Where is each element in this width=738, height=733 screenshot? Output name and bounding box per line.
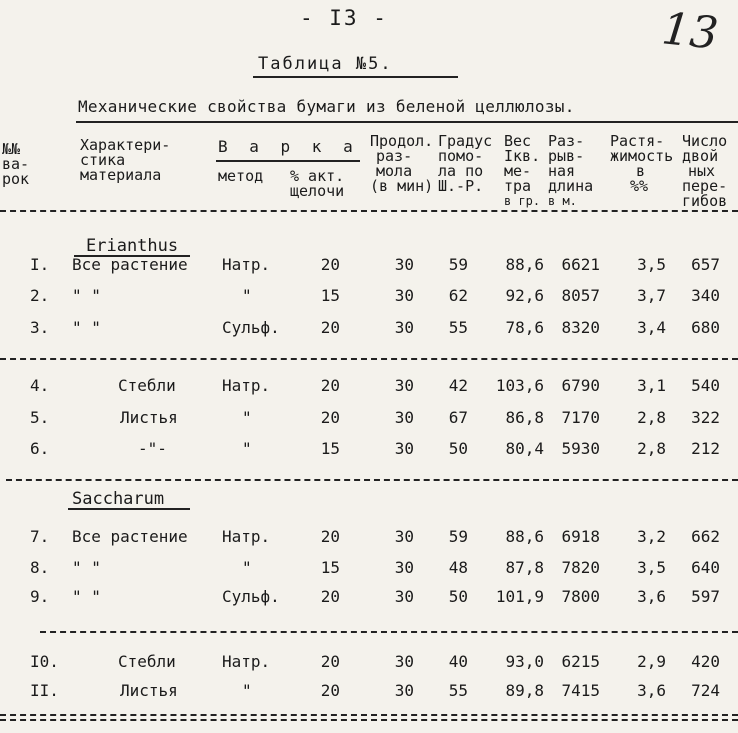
cell-degree: 50 — [448, 587, 468, 606]
cell-num: 6. — [30, 439, 50, 458]
header-num-line: рок — [2, 170, 30, 188]
cell-grind: 30 — [394, 286, 414, 305]
header-weight-line: тра — [504, 177, 532, 195]
cell-alkali: 15 — [320, 558, 340, 577]
cell-num: 9. — [30, 587, 50, 606]
cell-weight: 101,9 — [495, 587, 544, 606]
cell-method: Натр. — [222, 376, 271, 395]
cell-alkali: 20 — [320, 681, 340, 700]
cell-folds: 420 — [691, 652, 720, 671]
header-folds-line: Число — [682, 132, 728, 150]
header-weight-line: в гр. — [504, 194, 541, 208]
title-underline — [253, 76, 458, 78]
header-length-line: рыв- — [548, 147, 585, 165]
header-folds-line: гибов — [682, 192, 728, 210]
header-grind-line: мола — [376, 162, 413, 180]
header-weight-line: ме- — [504, 162, 532, 180]
cell-material: Все растение — [72, 255, 188, 274]
cell-weight: 88,6 — [505, 255, 544, 274]
cell-material: Листья — [120, 681, 178, 700]
cell-weight: 78,6 — [505, 318, 544, 337]
cell-num: 8. — [30, 558, 50, 577]
cell-degree: 48 — [448, 558, 468, 577]
cell-grind: 30 — [394, 255, 414, 274]
group-separator — [0, 358, 738, 360]
cell-num: II. — [30, 681, 59, 700]
header-weight — [504, 134, 540, 209]
cell-length: 7820 — [561, 558, 600, 577]
cell-num: I0. — [30, 652, 59, 671]
cell-length: 8320 — [561, 318, 600, 337]
cell-weight: 92,6 — [505, 286, 544, 305]
cell-folds: 662 — [691, 527, 720, 546]
cell-grind: 30 — [394, 318, 414, 337]
cell-num: 5. — [30, 408, 50, 427]
cell-material: Все растение — [72, 527, 188, 546]
header-bottom-rule — [0, 210, 738, 212]
header-grind-degree — [438, 134, 492, 194]
cell-method: Натр. — [222, 255, 271, 274]
cell-length: 6790 — [561, 376, 600, 395]
cell-grind: 30 — [394, 681, 414, 700]
cell-folds: 657 — [691, 255, 720, 274]
cell-stretch: 3,6 — [637, 681, 666, 700]
header-degree-line: ла по — [438, 162, 484, 180]
cell-stretch: 3,1 — [637, 376, 666, 395]
cell-num: 7. — [30, 527, 50, 546]
cell-grind: 30 — [394, 408, 414, 427]
page-number: - I3 - — [300, 6, 388, 30]
cell-stretch: 2,9 — [637, 652, 666, 671]
cell-folds: 540 — [691, 376, 720, 395]
header-grind-line: раз- — [376, 147, 413, 165]
cell-stretch: 3,6 — [637, 587, 666, 606]
header-stretch — [610, 134, 673, 194]
cell-num: 2. — [30, 286, 50, 305]
cell-method: " — [242, 681, 252, 700]
header-folds — [682, 134, 727, 209]
cell-material: " " — [72, 318, 101, 337]
header-alkali-line: % акт. — [290, 167, 345, 185]
header-folds-line: пере- — [682, 177, 728, 195]
cell-alkali: 20 — [320, 318, 340, 337]
header-weight-line: Вес — [504, 132, 532, 150]
cell-folds: 597 — [691, 587, 720, 606]
header-stretch-line: в — [636, 162, 646, 180]
cell-stretch: 3,5 — [637, 558, 666, 577]
cell-material: Стебли — [118, 376, 176, 395]
header-material-line: материала — [80, 166, 162, 184]
header-num — [2, 142, 29, 187]
cell-stretch: 3,2 — [637, 527, 666, 546]
header-degree-line: Градус — [438, 132, 493, 150]
cell-material: -"- — [138, 439, 167, 458]
cell-stretch: 3,7 — [637, 286, 666, 305]
header-material-line: Характери- — [80, 136, 171, 154]
header-stretch-line: жимость — [610, 147, 674, 165]
cell-folds: 680 — [691, 318, 720, 337]
section-label-saccharum: Saccharum — [72, 489, 165, 509]
cell-method: Сульф. — [222, 318, 280, 337]
header-weight-line: Iкв. — [504, 147, 541, 165]
cell-length: 6918 — [561, 527, 600, 546]
cell-alkali: 15 — [320, 286, 340, 305]
header-break-length — [548, 134, 593, 209]
section-underline — [68, 508, 190, 510]
cell-degree: 40 — [448, 652, 468, 671]
cell-grind: 30 — [394, 652, 414, 671]
cell-alkali: 20 — [320, 652, 340, 671]
header-num-line: №№ — [2, 140, 21, 158]
cell-degree: 67 — [448, 408, 468, 427]
cell-degree: 55 — [448, 681, 468, 700]
cell-alkali: 20 — [320, 527, 340, 546]
table-subtitle: Механические свойства бумаги из беленой целлюлозы. — [78, 97, 575, 116]
cell-length: 7415 — [561, 681, 600, 700]
header-alkali-line: щелочи — [290, 182, 345, 200]
header-length-line: Раз- — [548, 132, 585, 150]
cell-alkali: 20 — [320, 376, 340, 395]
cell-grind: 30 — [394, 587, 414, 606]
group-separator — [6, 479, 738, 481]
header-folds-line: ных — [688, 162, 716, 180]
cell-alkali: 15 — [320, 439, 340, 458]
cell-method: " — [242, 408, 252, 427]
header-folds-line: двой — [682, 147, 719, 165]
cell-grind: 30 — [394, 439, 414, 458]
header-degree-line: помо- — [438, 147, 484, 165]
cell-folds: 640 — [691, 558, 720, 577]
cell-degree: 59 — [448, 527, 468, 546]
header-grind-time — [370, 134, 433, 194]
cell-degree: 42 — [448, 376, 468, 395]
group-separator — [40, 631, 738, 633]
cell-length: 5930 — [561, 439, 600, 458]
cell-method: Натр. — [222, 527, 271, 546]
cell-num: 4. — [30, 376, 50, 395]
header-material-line: стика — [80, 151, 126, 169]
header-alkali — [290, 169, 344, 199]
cell-material: Стебли — [118, 652, 176, 671]
cell-weight: 88,6 — [505, 527, 544, 546]
section-label-erianthus: Erianthus — [86, 236, 179, 256]
cell-alkali: 20 — [320, 408, 340, 427]
cell-length: 8057 — [561, 286, 600, 305]
cell-stretch: 3,5 — [637, 255, 666, 274]
header-varka: В а р к а — [218, 137, 359, 156]
cell-weight: 93,0 — [505, 652, 544, 671]
table-bottom-double-rule — [0, 714, 738, 721]
cell-length: 6215 — [561, 652, 600, 671]
cell-alkali: 20 — [320, 587, 340, 606]
cell-grind: 30 — [394, 558, 414, 577]
cell-degree: 55 — [448, 318, 468, 337]
cell-method: Натр. — [222, 652, 271, 671]
cell-alkali: 20 — [320, 255, 340, 274]
cell-num: 3. — [30, 318, 50, 337]
cell-weight: 80,4 — [505, 439, 544, 458]
cell-method: " — [242, 439, 252, 458]
cell-weight: 86,8 — [505, 408, 544, 427]
header-degree-line: Ш.-Р. — [438, 177, 484, 195]
header-top-rule — [76, 121, 738, 123]
cell-folds: 212 — [691, 439, 720, 458]
header-stretch-line: Растя- — [610, 132, 665, 150]
cell-material: " " — [72, 587, 101, 606]
cell-folds: 322 — [691, 408, 720, 427]
cell-weight: 89,8 — [505, 681, 544, 700]
cell-method: " — [242, 558, 252, 577]
cell-length: 7170 — [561, 408, 600, 427]
cell-material: Листья — [120, 408, 178, 427]
header-num-line: ва- — [2, 155, 30, 173]
cell-grind: 30 — [394, 527, 414, 546]
cell-material: " " — [72, 558, 101, 577]
cell-method: " — [242, 286, 252, 305]
cell-method: Сульф. — [222, 587, 280, 606]
header-material — [80, 138, 170, 183]
header-stretch-line: %% — [630, 177, 649, 195]
header-length-line: длина — [548, 177, 594, 195]
cell-num: I. — [30, 255, 50, 274]
cell-stretch: 2,8 — [637, 439, 666, 458]
cell-length: 7800 — [561, 587, 600, 606]
header-grind-line: Продол. — [370, 132, 434, 150]
cell-degree: 59 — [448, 255, 468, 274]
cell-degree: 62 — [448, 286, 468, 305]
cell-folds: 340 — [691, 286, 720, 305]
cell-material: " " — [72, 286, 101, 305]
varka-underline — [216, 160, 360, 162]
cell-weight: 87,8 — [505, 558, 544, 577]
cell-length: 6621 — [561, 255, 600, 274]
header-length-line: в м. — [548, 194, 577, 208]
cell-degree: 50 — [448, 439, 468, 458]
header-grind-line: (в мин) — [370, 177, 434, 195]
handwritten-page-stamp: 13 — [659, 3, 721, 60]
cell-stretch: 3,4 — [637, 318, 666, 337]
table-title: Таблица №5. — [258, 54, 393, 74]
cell-grind: 30 — [394, 376, 414, 395]
cell-weight: 103,6 — [495, 376, 544, 395]
header-method: метод — [218, 167, 264, 185]
cell-folds: 724 — [691, 681, 720, 700]
header-length-line: ная — [548, 162, 576, 180]
cell-stretch: 2,8 — [637, 408, 666, 427]
